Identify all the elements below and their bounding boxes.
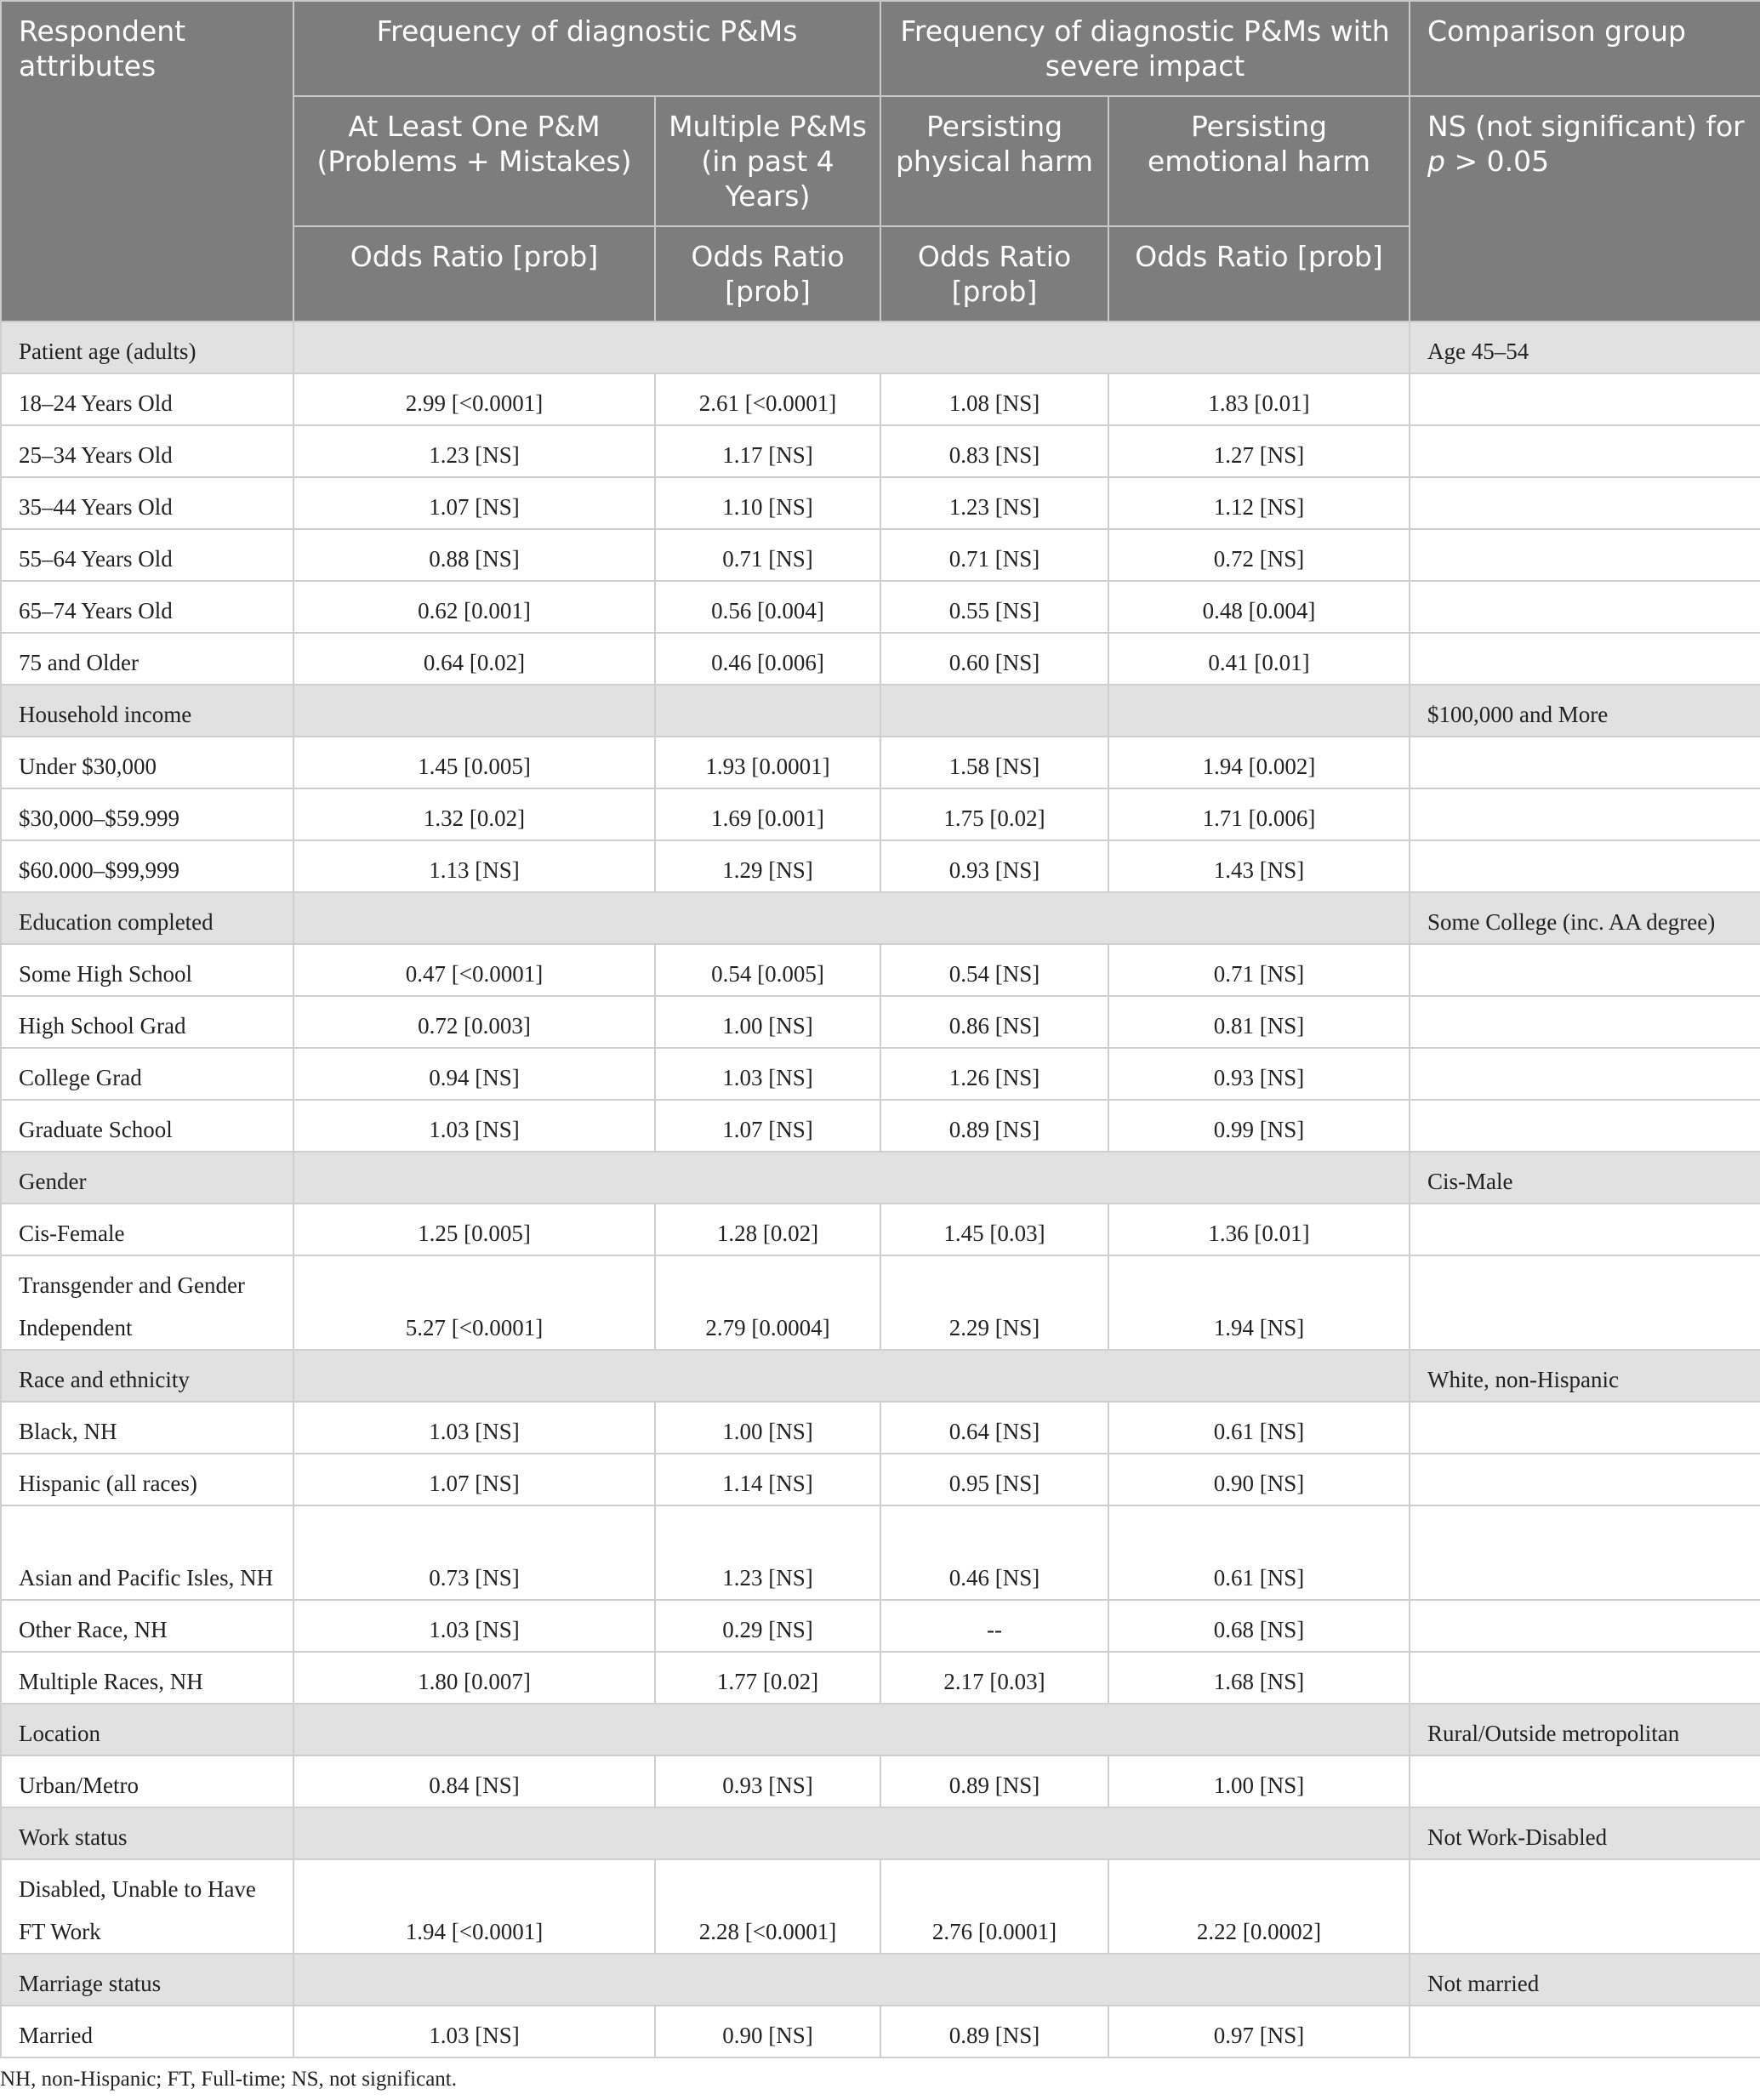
row-label: Married <box>1 2006 293 2057</box>
row-label: 75 and Older <box>1 633 293 685</box>
table-row <box>1 1505 1760 1600</box>
odds-ratio-cell: 0.29 [NS] <box>655 1600 880 1652</box>
comparison-empty-cell <box>1410 425 1760 477</box>
section-empty-cell <box>293 1954 1410 2006</box>
odds-ratio-cell: 0.81 [NS] <box>1108 996 1410 1048</box>
odds-ratio-cell: 1.07 [NS] <box>293 1454 655 1505</box>
table-row <box>1 1100 1760 1152</box>
table-row <box>1 477 1760 529</box>
unit-physical-harm: Odds Ratio [prob] <box>880 226 1108 322</box>
odds-ratio-cell: 0.89 [NS] <box>880 2006 1108 2057</box>
odds-ratio-cell: 1.27 [NS] <box>1108 425 1410 477</box>
unit-multiple: Odds Ratio [prob] <box>655 226 880 322</box>
row-label: Multiple Races, NH <box>1 1652 293 1704</box>
odds-ratio-cell: 2.99 [<0.0001] <box>293 373 655 425</box>
odds-ratio-cell: 0.46 [0.006] <box>655 633 880 685</box>
odds-ratio-cell: 0.68 [NS] <box>1108 1600 1410 1652</box>
odds-ratio-cell: 0.90 [NS] <box>655 2006 880 2057</box>
row-label: Hispanic (all races) <box>1 1454 293 1505</box>
header-respondent-attributes: Respondent attributes <box>1 1 293 322</box>
odds-ratio-cell: 0.72 [0.003] <box>293 996 655 1048</box>
section-title: Work status <box>1 1807 293 1859</box>
comparison-empty-cell <box>1410 996 1760 1048</box>
header-group-severe-impact: Frequency of diagnostic P&Ms with severe impact <box>880 1 1410 96</box>
odds-ratio-cell: 1.68 [NS] <box>1108 1652 1410 1704</box>
odds-ratio-cell: 1.03 [NS] <box>293 2006 655 2057</box>
odds-ratio-cell: 2.61 [<0.0001] <box>655 373 880 425</box>
row-label: High School Grad <box>1 996 293 1048</box>
comparison-empty-cell <box>1410 1859 1760 1954</box>
odds-ratio-cell: 0.94 [NS] <box>293 1048 655 1100</box>
odds-ratio-cell: 2.79 [0.0004] <box>655 1255 880 1350</box>
header-multiple: Multiple P&Ms (in past 4 Years) <box>655 96 880 226</box>
odds-ratio-cell: 0.60 [NS] <box>880 633 1108 685</box>
unit-at-least-one: Odds Ratio [prob] <box>293 226 655 322</box>
section-row <box>1 685 1760 737</box>
section-empty-cell <box>880 685 1108 737</box>
comparison-empty-cell <box>1410 788 1760 840</box>
odds-ratio-cell: 0.71 [NS] <box>655 529 880 581</box>
odds-ratio-cell: 0.54 [NS] <box>880 944 1108 996</box>
odds-ratio-cell: 0.93 [NS] <box>1108 1048 1410 1100</box>
table-row <box>1 1454 1760 1505</box>
table-row <box>1 1600 1760 1652</box>
table-row <box>1 1402 1760 1454</box>
table-body <box>1 322 1760 2057</box>
row-label: Black, NH <box>1 1402 293 1454</box>
header-emotional-harm: Persisting emotional harm <box>1108 96 1410 226</box>
row-label: Urban/Metro <box>1 1756 293 1807</box>
ns-note-pre: NS (not significant) for <box>1427 110 1745 143</box>
odds-ratio-cell: 1.08 [NS] <box>880 373 1108 425</box>
comparison-empty-cell <box>1410 1652 1760 1704</box>
odds-ratio-cell: 1.00 [NS] <box>1108 1756 1410 1807</box>
odds-ratio-cell: 1.29 [NS] <box>655 840 880 892</box>
odds-ratio-cell: 0.84 [NS] <box>293 1756 655 1807</box>
row-label: Transgender and Gender Independent <box>1 1255 293 1350</box>
odds-ratio-cell: 1.45 [0.005] <box>293 737 655 788</box>
table-row <box>1 425 1760 477</box>
section-empty-cell <box>293 685 655 737</box>
odds-ratio-cell: 1.03 [NS] <box>293 1100 655 1152</box>
odds-ratio-cell: 0.71 [NS] <box>1108 944 1410 996</box>
footnote: NH, non-Hispanic; FT, Full-time; NS, not significant. <box>0 2068 457 2091</box>
table-row <box>1 633 1760 685</box>
section-empty-cell <box>293 1350 1410 1402</box>
odds-ratio-cell: 1.23 [NS] <box>655 1505 880 1600</box>
table-row <box>1 581 1760 633</box>
header-physical-harm: Persisting physical harm <box>880 96 1108 226</box>
comparison-empty-cell <box>1410 1204 1760 1255</box>
unit-emotional-harm: Odds Ratio [prob] <box>1108 226 1410 322</box>
section-comparison-group: Cis-Male <box>1410 1152 1760 1204</box>
comparison-empty-cell <box>1410 1100 1760 1152</box>
odds-ratio-cell: 0.93 [NS] <box>880 840 1108 892</box>
comparison-empty-cell <box>1410 1454 1760 1505</box>
odds-ratio-cell: 0.62 [0.001] <box>293 581 655 633</box>
odds-ratio-cell: 1.77 [0.02] <box>655 1652 880 1704</box>
odds-ratio-cell: 1.17 [NS] <box>655 425 880 477</box>
row-label: Cis-Female <box>1 1204 293 1255</box>
section-title: Location <box>1 1704 293 1756</box>
odds-ratio-cell: 1.45 [0.03] <box>880 1204 1108 1255</box>
comparison-empty-cell <box>1410 633 1760 685</box>
section-empty-cell <box>293 1152 1410 1204</box>
odds-ratio-cell: 0.47 [<0.0001] <box>293 944 655 996</box>
table-row <box>1 737 1760 788</box>
row-label: $60.000–$99,999 <box>1 840 293 892</box>
odds-ratio-cell: 1.00 [NS] <box>655 1402 880 1454</box>
odds-ratio-cell: 1.25 [0.005] <box>293 1204 655 1255</box>
section-empty-cell <box>293 1704 1410 1756</box>
table-row <box>1 1652 1760 1704</box>
odds-ratio-cell: 1.94 [NS] <box>1108 1255 1410 1350</box>
comparison-empty-cell <box>1410 737 1760 788</box>
comparison-empty-cell <box>1410 2006 1760 2057</box>
odds-ratio-cell: -- <box>880 1600 1108 1652</box>
section-row <box>1 1954 1760 2006</box>
section-title: Household income <box>1 685 293 737</box>
odds-ratio-cell: 1.93 [0.0001] <box>655 737 880 788</box>
odds-ratio-cell: 0.61 [NS] <box>1108 1402 1410 1454</box>
table-row <box>1 788 1760 840</box>
odds-ratio-cell: 0.48 [0.004] <box>1108 581 1410 633</box>
odds-ratio-cell: 0.56 [0.004] <box>655 581 880 633</box>
odds-ratio-cell: 0.93 [NS] <box>655 1756 880 1807</box>
table-header <box>1 1 1760 322</box>
odds-ratio-cell: 0.89 [NS] <box>880 1756 1108 1807</box>
table-row <box>1 529 1760 581</box>
table-row <box>1 996 1760 1048</box>
comparison-empty-cell <box>1410 477 1760 529</box>
odds-ratio-cell: 0.73 [NS] <box>293 1505 655 1600</box>
table-row <box>1 1859 1760 1954</box>
section-row <box>1 322 1760 373</box>
section-empty-cell <box>655 685 880 737</box>
row-label: Asian and Pacific Isles, NH <box>1 1505 293 1600</box>
odds-ratio-cell: 1.80 [0.007] <box>293 1652 655 1704</box>
comparison-empty-cell <box>1410 1048 1760 1100</box>
table-row <box>1 2006 1760 2057</box>
comparison-empty-cell <box>1410 1255 1760 1350</box>
odds-ratio-cell: 1.69 [0.001] <box>655 788 880 840</box>
section-comparison-group: Not Work-Disabled <box>1410 1807 1760 1859</box>
row-label: $30,000–$59.999 <box>1 788 293 840</box>
section-row <box>1 1807 1760 1859</box>
odds-ratio-cell: 2.22 [0.0002] <box>1108 1859 1410 1954</box>
row-label: Some High School <box>1 944 293 996</box>
row-label: Disabled, Unable to Have FT Work <box>1 1859 293 1954</box>
table-row <box>1 944 1760 996</box>
section-comparison-group: $100,000 and More <box>1410 685 1760 737</box>
odds-ratio-cell: 1.26 [NS] <box>880 1048 1108 1100</box>
comparison-empty-cell <box>1410 373 1760 425</box>
row-label: 35–44 Years Old <box>1 477 293 529</box>
odds-ratio-cell: 0.97 [NS] <box>1108 2006 1410 2057</box>
section-comparison-group: Not married <box>1410 1954 1760 2006</box>
odds-ratio-cell: 2.29 [NS] <box>880 1255 1108 1350</box>
odds-ratio-cell: 1.43 [NS] <box>1108 840 1410 892</box>
table-row <box>1 1048 1760 1100</box>
odds-ratio-cell: 0.64 [NS] <box>880 1402 1108 1454</box>
comparison-empty-cell <box>1410 1600 1760 1652</box>
row-label: Other Race, NH <box>1 1600 293 1652</box>
odds-ratio-cell: 0.83 [NS] <box>880 425 1108 477</box>
odds-ratio-cell: 0.88 [NS] <box>293 529 655 581</box>
header-at-least-one: At Least One P&M (Problems + Mistakes) <box>293 96 655 226</box>
odds-ratio-cell: 1.07 [NS] <box>293 477 655 529</box>
table-row <box>1 1204 1760 1255</box>
odds-ratio-cell: 1.71 [0.006] <box>1108 788 1410 840</box>
table-row <box>1 373 1760 425</box>
odds-ratio-cell: 0.61 [NS] <box>1108 1505 1410 1600</box>
odds-ratio-cell: 1.36 [0.01] <box>1108 1204 1410 1255</box>
section-empty-cell <box>1108 685 1410 737</box>
odds-ratio-cell: 0.99 [NS] <box>1108 1100 1410 1152</box>
odds-ratio-cell: 1.94 [0.002] <box>1108 737 1410 788</box>
odds-ratio-cell: 1.75 [0.02] <box>880 788 1108 840</box>
comparison-empty-cell <box>1410 840 1760 892</box>
odds-ratio-cell: 1.14 [NS] <box>655 1454 880 1505</box>
section-empty-cell <box>293 322 1410 373</box>
odds-ratio-cell: 1.10 [NS] <box>655 477 880 529</box>
odds-ratio-cell: 1.13 [NS] <box>293 840 655 892</box>
section-title: Gender <box>1 1152 293 1204</box>
ns-note-post: > 0.05 <box>1444 145 1550 178</box>
row-label: College Grad <box>1 1048 293 1100</box>
comparison-empty-cell <box>1410 581 1760 633</box>
row-label: 25–34 Years Old <box>1 425 293 477</box>
comparison-empty-cell <box>1410 944 1760 996</box>
section-empty-cell <box>293 1807 1410 1859</box>
header-ns-note <box>1410 96 1760 322</box>
odds-ratio-cell: 2.17 [0.03] <box>880 1652 1108 1704</box>
odds-ratio-cell: 1.03 [NS] <box>655 1048 880 1100</box>
odds-ratio-cell: 0.71 [NS] <box>880 529 1108 581</box>
section-row <box>1 1704 1760 1756</box>
odds-ratio-cell: 1.28 [0.02] <box>655 1204 880 1255</box>
odds-ratio-cell: 1.00 [NS] <box>655 996 880 1048</box>
table-row <box>1 1255 1760 1350</box>
table-row <box>1 1756 1760 1807</box>
odds-ratio-cell: 0.55 [NS] <box>880 581 1108 633</box>
ns-note-p: p <box>1427 145 1445 178</box>
odds-ratio-cell: 0.72 [NS] <box>1108 529 1410 581</box>
odds-ratio-cell: 0.54 [0.005] <box>655 944 880 996</box>
odds-ratio-cell: 5.27 [<0.0001] <box>293 1255 655 1350</box>
comparison-empty-cell <box>1410 1402 1760 1454</box>
odds-ratio-cell: 1.03 [NS] <box>293 1402 655 1454</box>
odds-ratio-cell: 1.23 [NS] <box>880 477 1108 529</box>
odds-ratio-cell: 0.89 [NS] <box>880 1100 1108 1152</box>
odds-ratio-cell: 0.90 [NS] <box>1108 1454 1410 1505</box>
header-comparison-group: Comparison group <box>1410 1 1760 96</box>
odds-ratio-cell: 1.07 [NS] <box>655 1100 880 1152</box>
odds-ratio-cell: 0.64 [0.02] <box>293 633 655 685</box>
odds-ratio-cell: 0.95 [NS] <box>880 1454 1108 1505</box>
section-comparison-group: Rural/Outside metropolitan <box>1410 1704 1760 1756</box>
odds-ratio-cell: 1.58 [NS] <box>880 737 1108 788</box>
odds-ratio-cell: 1.03 [NS] <box>293 1600 655 1652</box>
row-label: 55–64 Years Old <box>1 529 293 581</box>
section-empty-cell <box>293 892 1410 944</box>
odds-ratio-cell: 2.76 [0.0001] <box>880 1859 1108 1954</box>
odds-ratio-cell: 0.86 [NS] <box>880 996 1108 1048</box>
odds-ratio-cell: 1.23 [NS] <box>293 425 655 477</box>
section-row <box>1 892 1760 944</box>
row-label: Graduate School <box>1 1100 293 1152</box>
row-label: 65–74 Years Old <box>1 581 293 633</box>
comparison-empty-cell <box>1410 1505 1760 1600</box>
comparison-empty-cell <box>1410 1756 1760 1807</box>
section-row <box>1 1350 1760 1402</box>
odds-ratio-cell: 1.83 [0.01] <box>1108 373 1410 425</box>
table-row <box>1 840 1760 892</box>
section-title: Marriage status <box>1 1954 293 2006</box>
section-title: Education completed <box>1 892 293 944</box>
odds-ratio-cell: 1.94 [<0.0001] <box>293 1859 655 1954</box>
odds-ratio-cell: 0.46 [NS] <box>880 1505 1108 1600</box>
header-group-frequency: Frequency of diagnostic P&Ms <box>293 1 880 96</box>
row-label: 18–24 Years Old <box>1 373 293 425</box>
row-label: Under $30,000 <box>1 737 293 788</box>
odds-ratio-cell: 2.28 [<0.0001] <box>655 1859 880 1954</box>
odds-ratio-cell: 1.32 [0.02] <box>293 788 655 840</box>
odds-ratio-cell: 0.41 [0.01] <box>1108 633 1410 685</box>
odds-ratio-cell: 1.12 [NS] <box>1108 477 1410 529</box>
comparison-empty-cell <box>1410 529 1760 581</box>
section-title: Patient age (adults) <box>1 322 293 373</box>
section-comparison-group: White, non-Hispanic <box>1410 1350 1760 1402</box>
section-row <box>1 1152 1760 1204</box>
section-title: Race and ethnicity <box>1 1350 293 1402</box>
section-comparison-group: Age 45–54 <box>1410 322 1760 373</box>
section-comparison-group: Some College (inc. AA degree) <box>1410 892 1760 944</box>
